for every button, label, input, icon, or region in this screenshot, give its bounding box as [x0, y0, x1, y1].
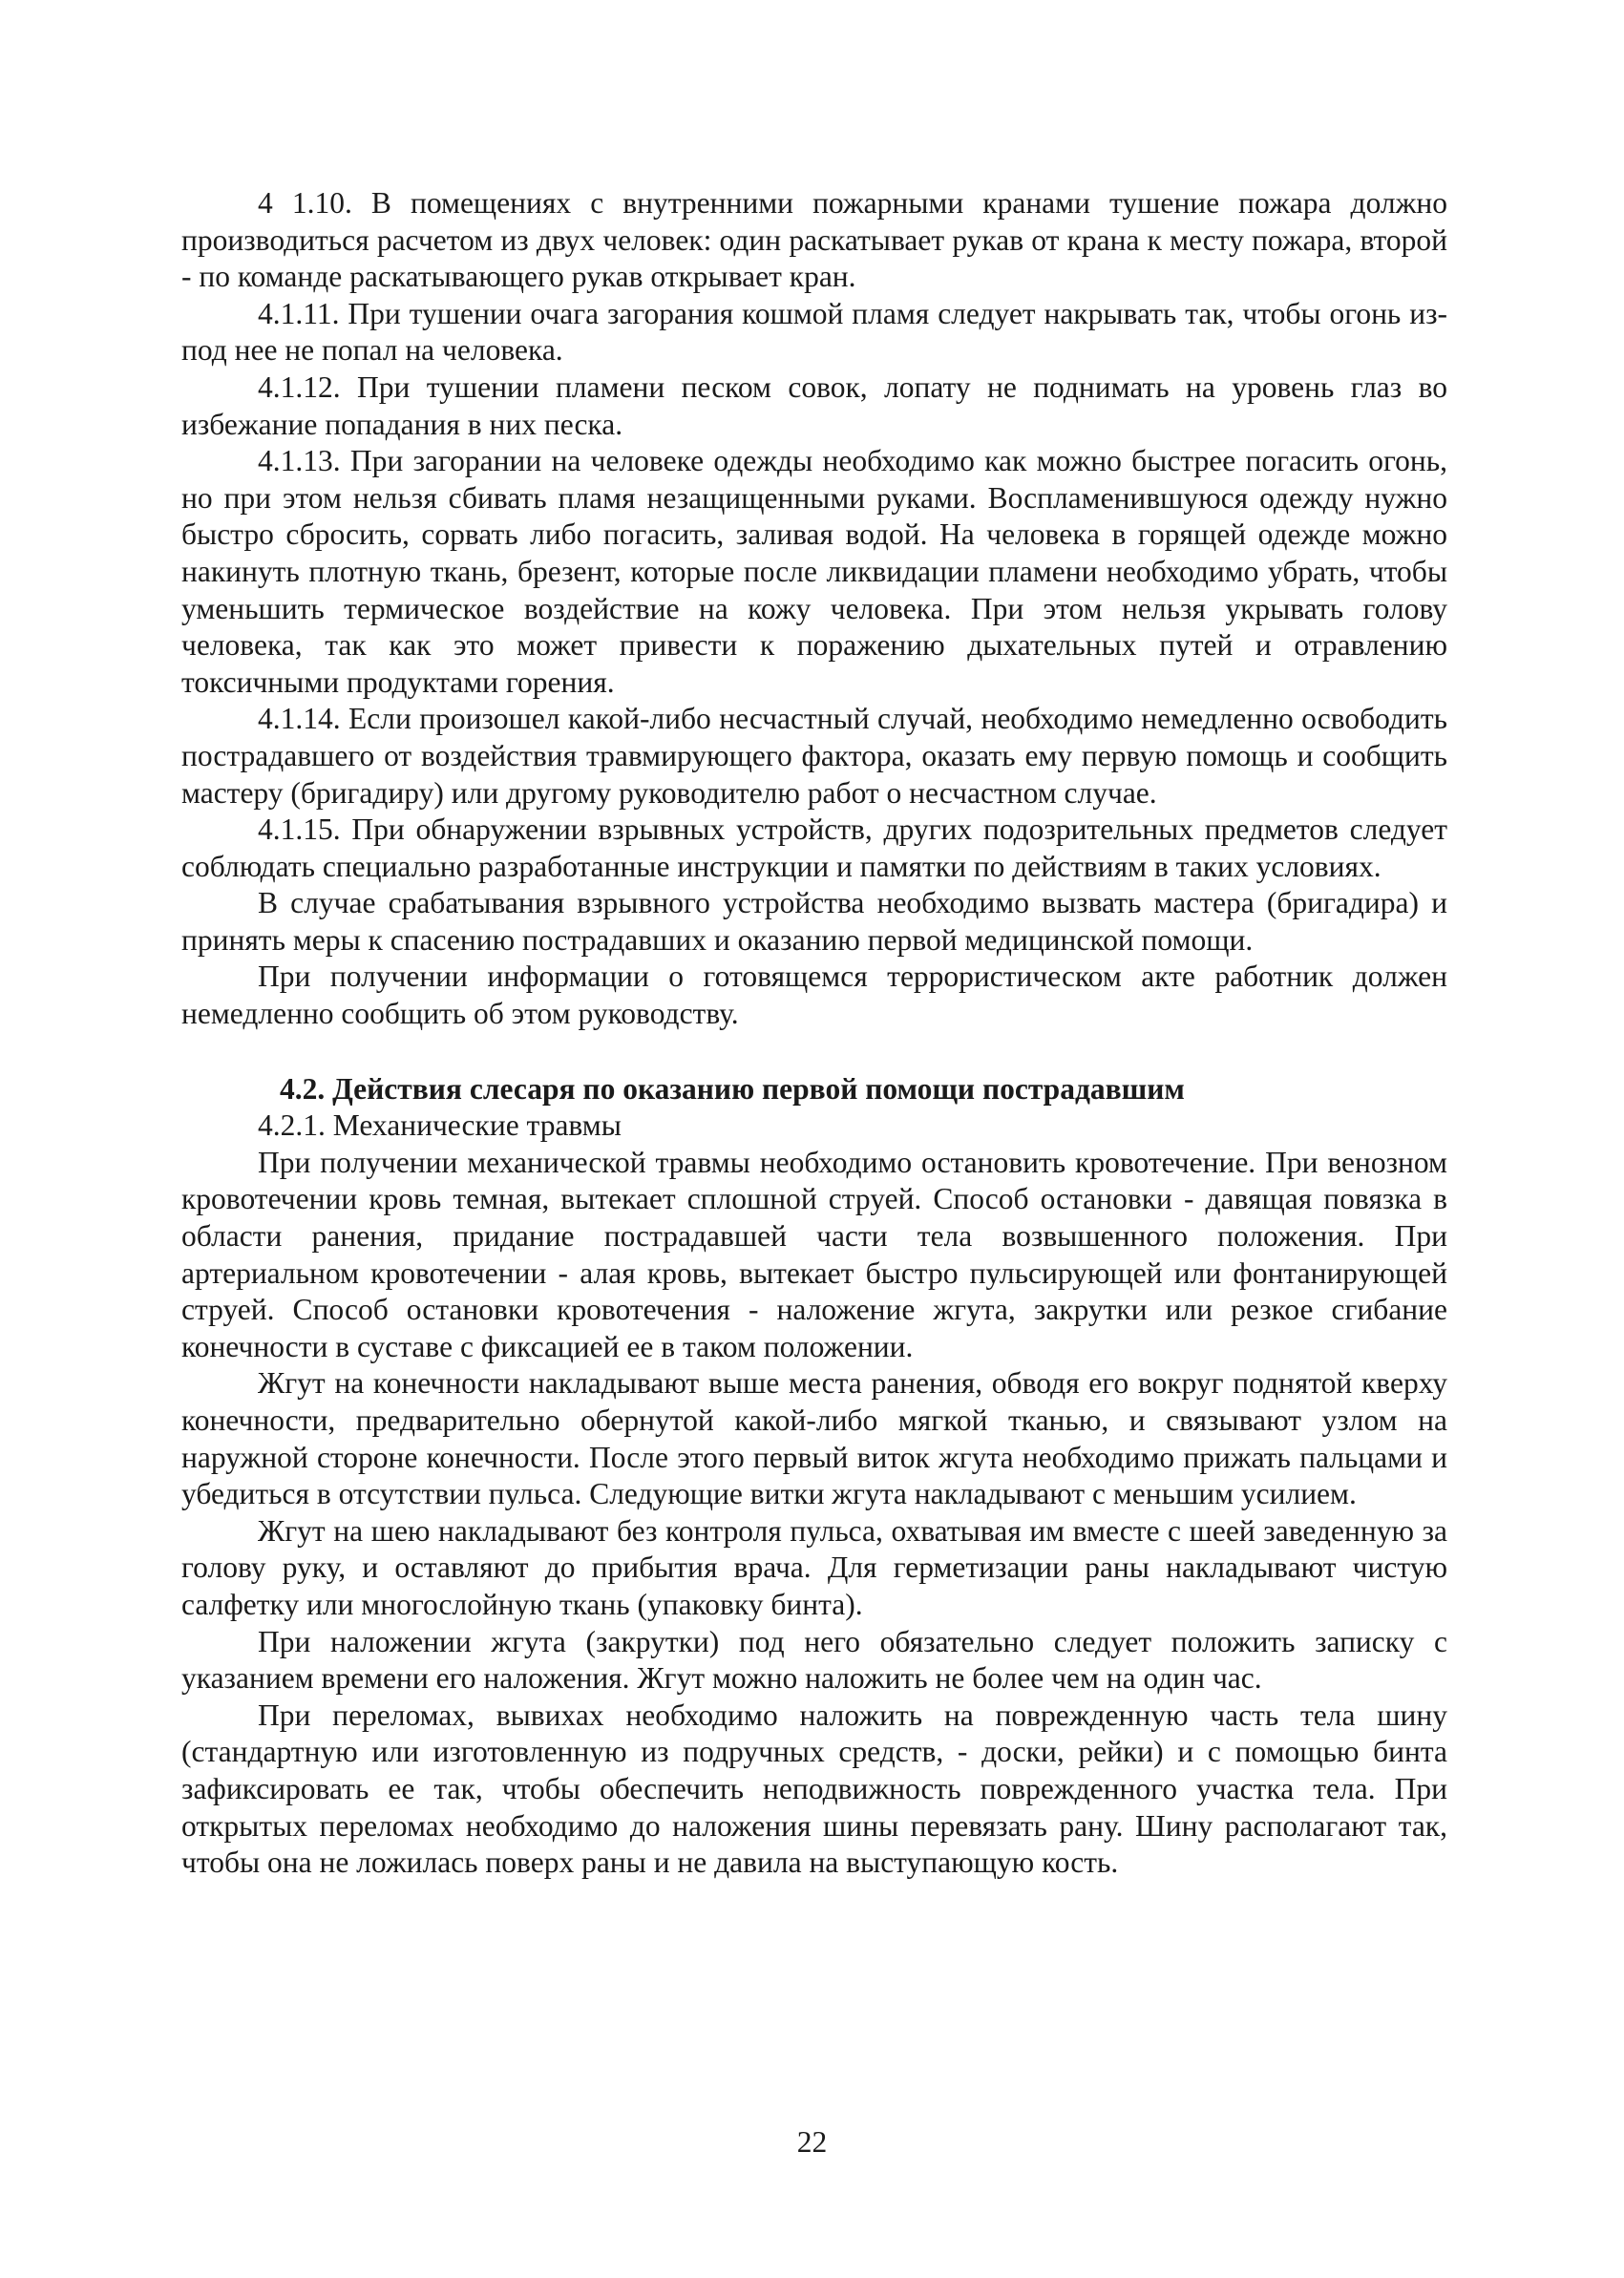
paragraph-terror-info: При получении информации о готовящемся террористическом акте работник должен немедленно сообщить об этом руководству.	[181, 960, 1447, 1031]
section-4-2	[181, 1071, 1447, 1882]
paragraph-tourniquet-neck: Жгут на шею накладывают без контроля пульса, охватывая им вместе с шеей заведенную за голову руку, и оставляют до прибытия врача. Для герметизации раны накладывают чистую салфетку или многослойную ткань (упаковку бинта).	[181, 1513, 1447, 1621]
paragraph-bleeding: При получении механической травмы необходимо остановить кровотечение. При венозном кровотечении кровь темная, вытекает сплошной струей. Способ остановки - давящая повязка в области ранения, придание пострадавшей части тела возвышенного положения. При артериальном кровотечении - алая кровь, вытекает быстро пульсирующей или фонтанирующей струей. Способ остановки кровотечения - наложение жгута, закрутки или резкое сгибание конечности в суставе с фиксацией ее в таком положении.	[181, 1145, 1447, 1363]
section-heading: 4.2. Действия слесаря по оказанию первой помощи пострадавшим	[280, 1071, 1185, 1106]
paragraph-4-1-15: 4.1.15. При обнаружении взрывных устройств, других подозрительных предметов следует соблюдать специально разработанные инструкции и памятки по действиям в таких условиях.	[181, 812, 1447, 883]
paragraph-tourniquet-limb: Жгут на конечности накладывают выше места ранения, обводя его вокруг поднятой кверху конечности, предварительно обернутой какой-либо мягкой тканью, и связывают узлом на наружной стороне конечности. После этого первый виток жгута необходимо прижать пальцами и убедиться в отсутствии пульса. Следующие витки жгута накладывают с меньшим усилием.	[181, 1366, 1447, 1511]
paragraph-4-1-12: 4.1.12. При тушении пламени песком совок, лопату не поднимать на уровень глаз во избежание попадания в них песка.	[181, 369, 1447, 441]
paragraph-4-1-13: 4.1.13. При загорании на человеке одежды необходимо как можно быстрее погасить огонь, но при этом нельзя сбивать пламя незащищенными руками. Воспламенившуюся одежду нужно быстро сбросить, сорвать либо погасить, заливая водой. На человека в горящей одежде можно накинуть плотную ткань, брезент, которые после ликвидации пламени необходимо убрать, чтобы уменьшить термическое воздействие на кожу человека. При этом нельзя укрывать голову человека, так как это может привести к поражению дыхательных путей и отравлению токсичными продуктами горения.	[181, 444, 1447, 699]
paragraph-tourniquet-note: При наложении жгута (закрутки) под него обязательно следует положить записку с указанием времени его наложения. Жгут можно наложить не более чем на один час.	[181, 1624, 1447, 1696]
paragraph-4-1-14: 4.1.14. Если произошел какой-либо несчастный случай, необходимо немедленно освободить пострадавшего от воздействия травмирующего фактора, оказать ему первую помощь и сообщить мастеру (бригадиру) или другому руководителю работ о несчастном случае.	[181, 702, 1447, 810]
subsection-heading: 4.2.1. Механические травмы	[258, 1108, 622, 1143]
paragraph-4-1-10: 4 1.10. В помещениях с внутренними пожарными кранами тушение пожара должно производиться расчетом из двух человек: один раскатывает рукав от крана к месту пожара, второй - по команде раскатывающего рукав открывает кран.	[181, 186, 1447, 294]
paragraph-4-1-11: 4.1.11. При тушении очага загорания кошмой пламя следует накрывать так, чтобы огонь из-под нее не попал на человека.	[181, 296, 1447, 368]
paragraph-fractures: При переломах, вывихах необходимо наложить на поврежденную часть тела шину (стандартную или изготовленную из подручных средств, - доски, рейки) и с помощью бинта зафиксировать ее так, чтобы обеспечить неподвижность поврежденного участка тела. При открытых переломах необходимо до наложения шины перевязать рану. Шину располагают так, чтобы она не ложилась поверх раны и не давила на выступающую кость.	[181, 1698, 1447, 1880]
paragraph-explosion: В случае срабатывания взрывного устройства необходимо вызвать мастера (бригадира) и принять меры к спасению пострадавших и оказанию первой медицинской помощи.	[181, 886, 1447, 957]
page-number: 22	[796, 2125, 828, 2159]
section-4-1	[181, 185, 1447, 1033]
document-page	[181, 185, 1447, 1882]
